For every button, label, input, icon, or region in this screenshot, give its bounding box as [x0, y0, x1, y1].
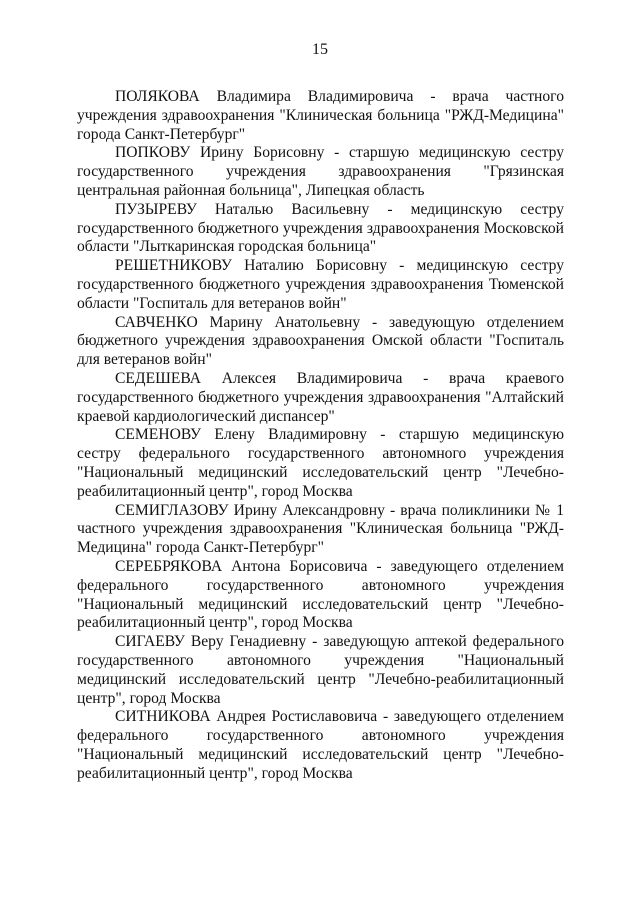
list-entry: СИГАЕВУ Веру Генадиевну - заведующую аптекой федерального государственного автономного учреждения "Национальный медицинский исследовательский центр "Лечебно-реабилитационный центр", город Москва	[77, 633, 564, 707]
list-entry: СЕДЕШЕВА Алексея Владимировича - врача краевого государственного бюджетного учреждения здравоохранения "Алтайский краевой кардиологический диспансер"	[77, 369, 564, 425]
list-entry: ПУЗЫРЕВУ Наталью Васильевну - медицинскую сестру государственного бюджетного учреждения здравоохранения Московской области "Лыткаринская городская больница"	[77, 200, 564, 256]
list-entry: СЕМИГЛАЗОВУ Ирину Александровну - врача поликлиники № 1 частного учреждения здравоохранения "Клиническая больница "РЖД-Медицина" города Санкт-Петербург"	[77, 501, 564, 557]
list-entry: САВЧЕНКО Марину Анатольевну - заведующую отделением бюджетного учреждения здравоохранения Омской области "Госпиталь для ветеранов войн"	[77, 313, 564, 369]
list-entry: СЕРЕБРЯКОВА Антона Борисовича - заведующего отделением федерального государственного автономного учреждения "Национальный медицинский исследовательский центр "Лечебно-реабилитационный центр", город Москва	[77, 557, 564, 632]
award-list	[77, 88, 564, 783]
list-entry: РЕШЕТНИКОВУ Наталию Борисовну - медицинскую сестру государственного бюджетного учреждения здравоохранения Тюменской области "Госпиталь для ветеранов войн"	[77, 257, 564, 312]
list-entry: ПОЛЯКОВА Владимира Владимировича - врача частного учреждения здравоохранения "Клиническая больница "РЖД-Медицина" города Санкт-Петербург"	[77, 88, 564, 143]
page-number: 15	[312, 41, 328, 58]
list-entry: ПОПКОВУ Ирину Борисовну - старшую медицинскую сестру государственного учреждения здравоохранения "Грязинская центральная районная больница", Липецкая область	[77, 144, 564, 199]
list-entry: СИТНИКОВА Андрея Ростиславовича - заведующего отделением федерального государственного автономного учреждения "Национальный медицинский исследовательский центр "Лечебно-реабилитационный центр", город Москва	[77, 708, 564, 782]
list-entry: СЕМЕНОВУ Елену Владимировну - старшую медицинскую сестру федерального государственного автономного учреждения "Национальный медицинский исследовательский центр "Лечебно-реабилитационный центр", город Москва	[77, 426, 564, 500]
